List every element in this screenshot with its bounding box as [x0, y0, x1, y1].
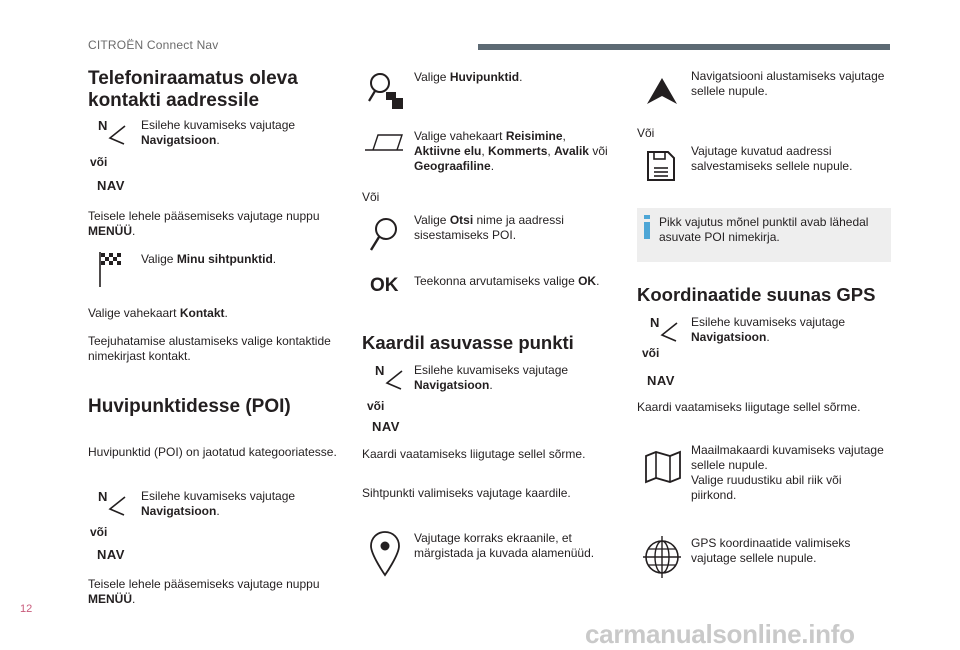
text: Valige: [141, 252, 177, 266]
info-icon: [643, 215, 651, 239]
text-line: märgistada ja kuvada alamenüüd.: [414, 546, 595, 560]
map-pin-icon: [368, 529, 402, 577]
text-line: GPS koordinaatide valimiseks: [691, 536, 851, 550]
step-text: [414, 531, 594, 561]
section-title-contact: [88, 68, 298, 112]
punct: või: [588, 144, 608, 158]
text-line: Valige ruudustiku abil riik või: [691, 473, 842, 487]
north-label: N: [98, 489, 108, 504]
page-number: 12: [20, 603, 33, 615]
text: nime ja aadressi: [473, 213, 564, 227]
text-line: Esilehe kuvamiseks vajutage: [414, 363, 569, 377]
step-text: [691, 443, 884, 503]
save-icon: [646, 150, 676, 182]
text-line: Teisele lehele pääsemiseks vajutage nuppu: [88, 209, 320, 223]
step-text: [691, 315, 845, 345]
bold-term: Kontakt: [179, 306, 225, 320]
bold-term: Navigatsioon: [414, 378, 490, 392]
bold-term: Navigatsioon: [141, 504, 217, 518]
bold-term: Otsi: [449, 213, 474, 227]
punct: ,: [481, 144, 489, 158]
section-title-poi: Huvipunktidesse (POI): [88, 396, 291, 417]
step-text: [414, 363, 568, 393]
punct: .: [519, 70, 523, 84]
text-line: sellele nupule.: [691, 84, 768, 98]
tab-icon: [364, 132, 404, 152]
text-line: sisestamiseks POI.: [414, 228, 517, 242]
paragraph: Huvipunktid (POI) on jaotatud kategooriatesse.: [88, 445, 337, 459]
bold-term: Avalik: [554, 144, 589, 158]
compass-arrow-icon: [384, 369, 404, 391]
text-line: sellele nupule.: [691, 458, 768, 472]
punct: .: [216, 133, 220, 147]
bold-term: Aktiivne elu: [414, 144, 482, 158]
compass-arrow-icon: [659, 321, 679, 343]
punct: .: [224, 306, 228, 320]
text-line: salvestamiseks sellele nupule.: [691, 159, 853, 173]
punct: .: [596, 274, 600, 288]
paragraph: [88, 306, 228, 321]
text-line: Esilehe kuvamiseks vajutage: [141, 118, 296, 132]
bold-term: Kommerts: [488, 144, 548, 158]
title-line: Telefoniraamatus oleva: [88, 68, 298, 89]
text-line: vajutage sellele nupule.: [691, 551, 817, 565]
info-note-text: [659, 215, 868, 245]
punct: .: [766, 330, 770, 344]
text: Valige: [414, 70, 450, 84]
or-text: Või: [637, 126, 655, 140]
text: Valige vahekaart: [414, 129, 506, 143]
watermark: carmanualsonline.info: [585, 619, 855, 649]
bold-term: Geograafiline: [414, 159, 491, 173]
step-text: [691, 69, 884, 99]
bold-term: Minu sihtpunktid: [176, 252, 273, 266]
north-label: N: [375, 363, 385, 378]
punct: ,: [547, 144, 555, 158]
text: Teekonna arvutamiseks valige: [414, 274, 579, 288]
or-label: või: [90, 525, 108, 539]
step-text: [691, 536, 850, 566]
ok-button-icon: OK: [370, 275, 399, 296]
paragraph: Kaardi vaatamiseks liigutage sellel sõrme.: [362, 447, 586, 461]
nav-label: NAV: [97, 178, 125, 193]
compass-arrow-icon: [107, 124, 127, 146]
bold-term: MENÜÜ: [88, 592, 132, 606]
text-line: Teejuhatamise alustamiseks valige kontaktide: [88, 334, 331, 348]
header-brand: CITROËN Connect Nav: [88, 38, 219, 52]
bold-term: Reisimine: [505, 129, 563, 143]
navigation-arrow-icon: [644, 76, 680, 106]
nav-label: NAV: [647, 373, 675, 388]
world-map-icon: [644, 450, 682, 484]
step-text: [141, 489, 295, 519]
nav-label: NAV: [372, 419, 400, 434]
compass-arrow-icon: [107, 495, 127, 517]
paragraph: [88, 209, 320, 239]
or-label: või: [642, 346, 660, 360]
step-text: [414, 129, 608, 174]
text-line: nimekirjast kontakt.: [88, 349, 191, 363]
punct: ,: [562, 129, 566, 143]
step-text: [414, 274, 599, 289]
nav-label: NAV: [97, 547, 125, 562]
text-line: Esilehe kuvamiseks vajutage: [691, 315, 846, 329]
step-text: [141, 118, 295, 148]
checkered-flag-icon: [98, 250, 124, 288]
paragraph: [88, 334, 331, 364]
section-title-map-point: Kaardil asuvasse punkti: [362, 332, 574, 353]
bold-term: Navigatsioon: [691, 330, 767, 344]
text-line: piirkond.: [691, 488, 737, 502]
paragraph: Kaardi vaatamiseks liigutage sellel sõrme.: [637, 400, 861, 414]
punct: .: [272, 252, 277, 266]
step-text: [414, 213, 564, 243]
bold-term: OK: [578, 274, 597, 288]
or-label: või: [90, 155, 108, 169]
header-rule: [478, 44, 890, 50]
text-line: Teisele lehele pääsemiseks vajutage nuppu: [88, 577, 320, 591]
title-line: kontakti aadressile: [88, 90, 260, 111]
punct: .: [132, 592, 136, 606]
text-line: Maailmakaardi kuvamiseks vajutage: [691, 443, 884, 457]
punct: .: [490, 159, 495, 173]
section-title-gps: Koordinaatide suunas GPS: [637, 284, 876, 305]
poi-search-icon: [366, 70, 406, 112]
step-text: [414, 70, 522, 85]
text-line: asuvate POI nimekirja.: [659, 230, 780, 244]
north-label: N: [98, 118, 108, 133]
globe-icon: [642, 535, 682, 579]
text-line: Vajutage korraks ekraanile, et: [414, 531, 572, 545]
punct: .: [489, 378, 493, 392]
north-label: N: [650, 315, 660, 330]
search-icon: [368, 216, 402, 254]
bold-term: Huvipunktid: [449, 70, 520, 84]
punct: .: [216, 504, 220, 518]
or-label: või: [367, 399, 385, 413]
text-line: Pikk vajutus mõnel punktil avab lähedal: [659, 215, 869, 229]
or-text: Või: [362, 190, 380, 204]
step-text: [691, 144, 852, 174]
text-line: Vajutage kuvatud aadressi: [691, 144, 832, 158]
punct: .: [132, 224, 136, 238]
text-line: Esilehe kuvamiseks vajutage: [141, 489, 296, 503]
bold-term: MENÜÜ: [88, 224, 132, 238]
paragraph: Sihtpunkti valimiseks vajutage kaardile.: [362, 486, 571, 500]
step-text: [141, 252, 276, 267]
text-line: Navigatsiooni alustamiseks vajutage: [691, 69, 885, 83]
text: Valige: [414, 213, 450, 227]
bold-term: Navigatsioon: [141, 133, 217, 147]
text: Valige vahekaart: [88, 306, 180, 320]
paragraph: [88, 577, 320, 607]
